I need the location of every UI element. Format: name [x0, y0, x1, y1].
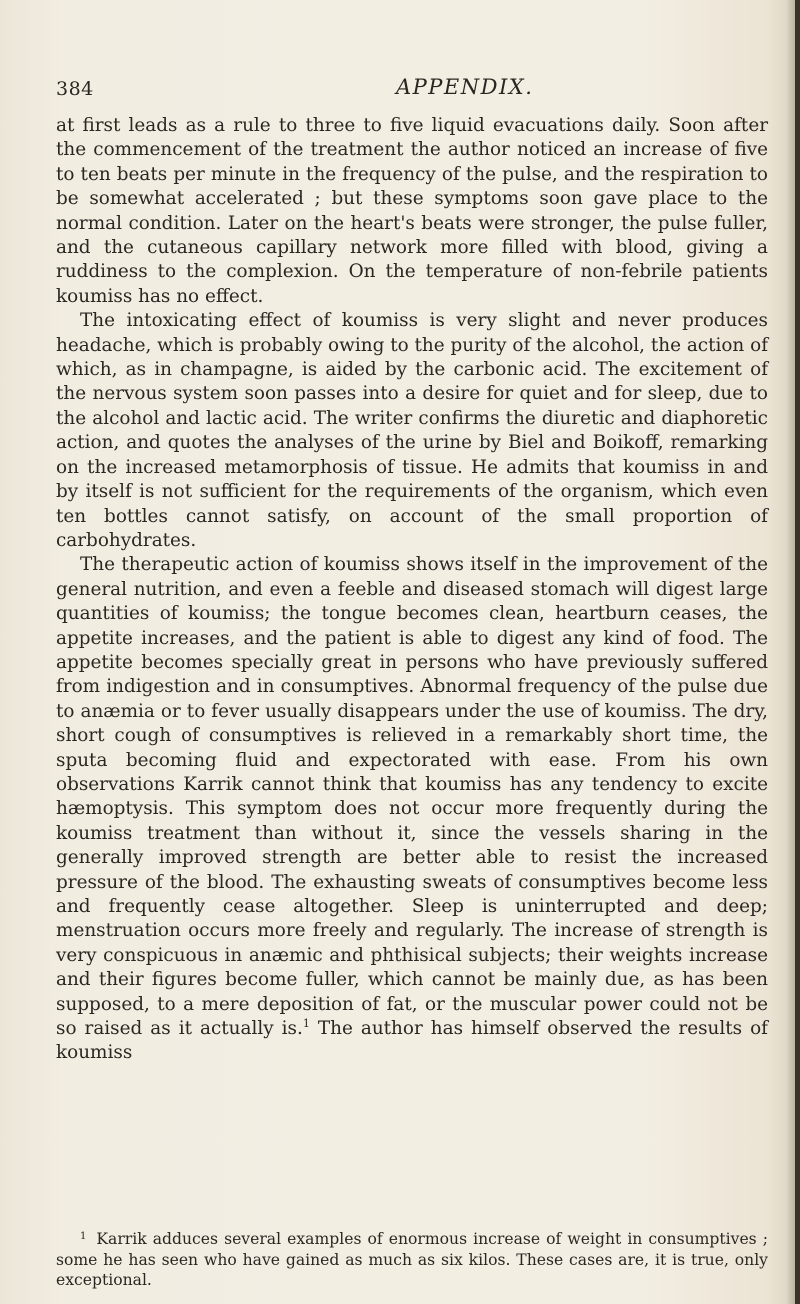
footnote-reference: 1 — [302, 1017, 310, 1031]
body-text — [56, 114, 768, 1066]
page-edge — [795, 0, 800, 1304]
page-header — [56, 75, 756, 108]
footnote-marker: 1 — [80, 1231, 87, 1242]
page-number: 384 — [56, 78, 94, 100]
paragraph-3-tail: The author has himself observed the results of koumiss — [56, 1018, 768, 1064]
paragraph-1: at first leads as a rule to three to five liquid evacuations daily. Soon after the commencement of the treatment the author noticed an increase of five to ten beats per minute in the frequency of the pulse, and the respiration to be somewhat accelerated ; but these symptoms soon gave place to the normal condition. Later on the heart's beats were stronger, the pulse fuller, and the cutaneous capillary network more filled with blood, giving a ruddiness to the complexion. On the temperature of non-febrile patients koumiss has no effect. — [56, 115, 768, 307]
paragraph-2: The intoxicating effect of koumiss is very slight and never produces headache, which is probably owing to the purity of the alcohol, the action of which, as in champagne, is aided by the carbonic acid. The excitement of the nervous system soon passes into a desire for quiet and for sleep, due to the alcohol and lactic acid. The writer confirms the diuretic and diaphoretic action, and quotes the analyses of the urine by Biel and Boikoff, remarking on the increased metamorphosis of tissue. He admits that koumiss in and by itself is not sufficient for the requirements of the organism, which even ten bottles cannot satisfy, on account of the small proportion of carbohydrates. — [56, 310, 768, 551]
paragraph-3-text: The therapeutic action of koumiss shows itself in the improvement of the general nutrition, and even a feeble and diseased stomach will digest large quantities of koumiss; the tongue becomes clean, heartburn ceases, the appetite increases, and the patient is able to digest any kind of food. The appetite becomes specially great in persons who have previously suffered from indigestion and in consumptives. Abnormal frequency of the pulse due to anæmia or to fever usually disappears under the use of koumiss. The dry, short cough of consumptives is relieved in a remarkably short time, the sputa becoming fluid and expectorated with ease. From his own observations Karrik cannot think that koumiss has any tendency to excite hæmoptysis. This symptom does not occur more frequently during the koumiss treatment than without it, since the vessels sharing in the generally improved strength are better able to resist the increased pressure of the blood. The exhausting sweats of consumptives become less and frequently cease altogether. Sleep is uninterrupted and deep; menstruation occurs more freely and regularly. The increase of strength is very conspicuous in anæmic and phthisical subjects; their weights increase and their figures become fuller, which cannot be mainly due, as has been supposed, to a mere deposition of fat, or the muscular power could not be so raised as it actually is. — [56, 554, 768, 1040]
paragraph-3 — [56, 553, 768, 1066]
footnote — [56, 1229, 768, 1291]
footnote-paragraph — [56, 1229, 768, 1291]
footnote-text: Karrik adduces several examples of enormous increase of weight in consumptives ; some he has seen who have gained as much as six kilos. These cases are, it is true, only exceptional. — [56, 1230, 768, 1289]
running-title: APPENDIX. — [396, 75, 534, 99]
